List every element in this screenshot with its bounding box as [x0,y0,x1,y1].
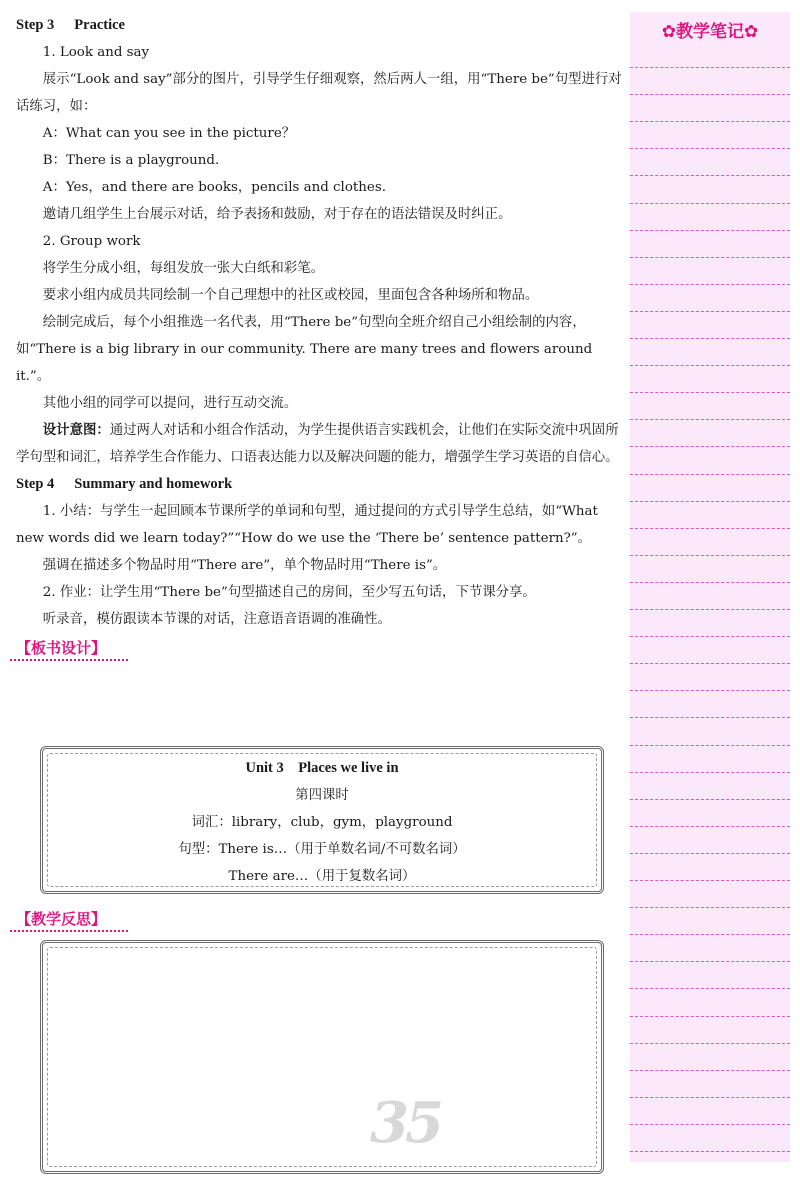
design-intent [16,417,624,471]
design-intent-label: 设计意图： [42,422,110,438]
step4-heading [16,471,624,498]
step4-title: Summary and homework [74,476,233,492]
note-line [630,609,790,610]
note-line [630,826,790,827]
note-line [630,175,790,176]
note-line [630,1070,790,1071]
item1-after: 邀请几组学生上台展示对话，给予表扬和鼓励，对于存在的语法错误及时纠正。 [42,207,512,222]
lesson-content [16,12,624,663]
item1-intro: 展示“Look and say”部分的图片，引导学生仔细观察，然后两人一组，用“There be”句型进行对话练习，如： [16,72,622,114]
step3-label: Step 3 [16,17,55,33]
board-design-frame [40,746,604,894]
note-line [630,94,790,95]
note-line [630,1043,790,1044]
page-number: 35 [370,1090,440,1156]
note-line [630,690,790,691]
note-line [630,501,790,502]
item2-paragraph-1: 将学生分成小组，每组发放一张大白纸和彩笔。 [42,261,324,276]
step3-title: Practice [74,17,125,33]
note-line [630,392,790,393]
board-pattern-1: 句型：There is…（用于单数名词/不可数名词） [178,842,466,857]
note-line [630,745,790,746]
item2-paragraph-2: 要求小组内成员共同绘制一个自己理想中的社区或校园，里面包含各种场所和物品。 [42,288,539,303]
step3-heading [16,12,624,39]
note-line [630,446,790,447]
note-line [630,365,790,366]
note-line [630,934,790,935]
sidebar-title: ✿教学笔记✿ [661,22,759,42]
note-line [630,474,790,475]
note-line [630,663,790,664]
note-line [630,555,790,556]
board-section-label: 【板书设计】 [16,633,624,663]
note-line [630,988,790,989]
dialogue-line-b: B：There is a playground. [42,153,220,168]
note-line [630,528,790,529]
item2-heading: 2. Group work [42,234,141,249]
board-lesson: 第四课时 [295,788,349,803]
teaching-notes-sidebar [630,12,790,1162]
note-line [630,853,790,854]
note-line [630,419,790,420]
step4-label: Step 4 [16,476,55,492]
note-line [630,717,790,718]
design-intent-text: 通过两人对话和小组合作活动，为学生提供语言实践机会，让他们在实际交流中巩固所学句型和词汇，培养学生合作能力、口语表达能力以及解决问题的能力，增强学生学习英语的自信心。 [16,423,619,465]
note-line [630,907,790,908]
note-line [630,284,790,285]
note-line [630,311,790,312]
note-line [630,67,790,68]
item2-paragraph-3: 绘制完成后，每个小组推选一名代表，用“There be”句型向全班介绍自己小组绘制的内容，如“There is a big library in our community. There are many trees and flowers around it.”。 [16,315,593,384]
note-line [630,338,790,339]
note-line [630,121,790,122]
note-line [630,961,790,962]
note-line [630,880,790,881]
item1-heading: 1. Look and say [42,45,150,60]
note-line [630,1097,790,1098]
dialogue-line-a2: A：Yes，and there are books，pencils and clothes. [42,180,386,195]
step4-paragraph-1: 1. 小结：与学生一起回顾本节课所学的单词和句型，通过提问的方式引导学生总结，如“What new words did we learn today?”“How do we use the ‘There be’ sentence pattern?”。 [16,504,598,546]
note-line [630,582,790,583]
step4-paragraph-4: 听录音，模仿跟读本节课的对话，注意语音语调的准确性。 [42,612,391,627]
note-line [630,203,790,204]
item2-paragraph-4: 其他小组的同学可以提问，进行互动交流。 [42,396,298,411]
note-line [630,1016,790,1017]
note-line [630,1124,790,1125]
board-title: Unit 3 Places we live in [245,760,399,776]
step4-paragraph-2: 强调在描述多个物品时用“There are”，单个物品时用“There is”。 [42,558,447,573]
step4-paragraph-3: 2. 作业：让学生用“There be”句型描述自己的房间，至少写五句话，下节课分享。 [42,585,536,600]
note-line [630,230,790,231]
note-line [630,636,790,637]
dialogue-line-a1: A：What can you see in the picture？ [42,126,296,141]
note-line [630,148,790,149]
reflection-section-label: 【教学反思】 [16,904,128,934]
note-line [630,799,790,800]
note-line [630,772,790,773]
note-line [630,257,790,258]
board-pattern-2: There are…（用于复数名词） [228,869,416,884]
board-vocab: 词汇：library，club，gym，playground [191,815,453,830]
note-line [630,1151,790,1152]
reflection-frame [40,940,604,1174]
